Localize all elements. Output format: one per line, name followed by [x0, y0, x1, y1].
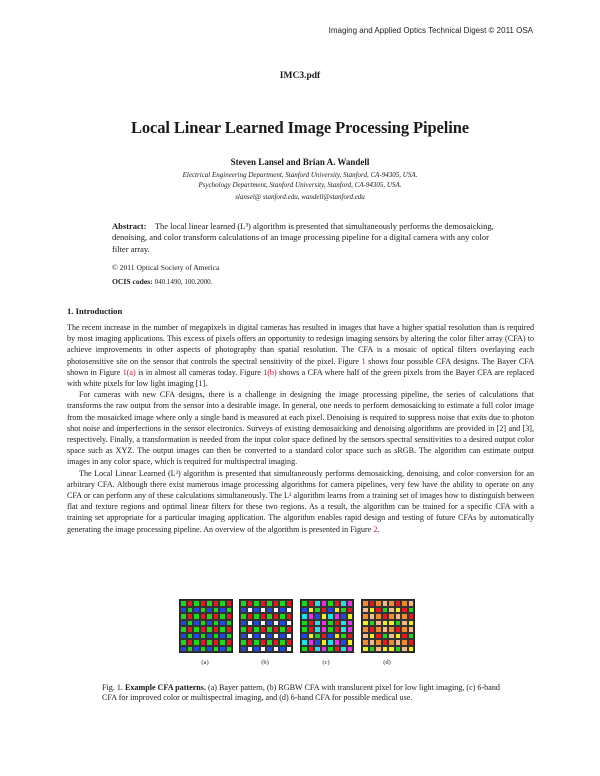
ocis-label: OCIS codes:	[112, 277, 153, 286]
cfa-label-d: (d)	[383, 659, 391, 666]
abstract	[112, 221, 504, 255]
cfa-6band-color	[300, 599, 354, 653]
ocis-line	[112, 277, 212, 286]
para1-text-a: The recent increase in the number of megapixels in digital cameras has resulted in images that have a higher spatial resolution than is required by most imaging applications. This excess of pixels offers an opportunity to redesign imaging sensors by altering the color filter array (CFA) to achieve improvements in other aspects of photography than spatial resolution. The CFA is a mosaic of optical filters overlaying each photosensitive site on the sensor that controls the spectral sensitivity of the pixel. Figure	[67, 323, 534, 366]
authors: Steven Lansel and Brian A. Wandell	[230, 157, 370, 167]
affiliation-psych: Psychology Department, Stanford University, Stanford, CA-94305, USA.	[198, 181, 402, 189]
affiliation-ee: Electrical Engineering Department, Stanford University, Stanford, CA-94305, USA.	[182, 171, 418, 179]
caption-text: (a) Bayer pattern, (b) RGBW CFA with translucent pixel for low light imaging, (c) 6-band CFA for improved color or multispectral imaging, and (d) 6-band CFA for possible medical use.	[102, 683, 500, 703]
figure-1b-link[interactable]: 1(b)	[263, 367, 277, 377]
figure-caption	[102, 683, 506, 704]
running-header: Imaging and Applied Optics Technical Digest © 2011 OSA	[328, 26, 533, 35]
paper-title: Local Linear Learned Image Processing Pipeline	[130, 118, 470, 137]
paper-id: IMC3.pdf	[279, 71, 321, 81]
para1-text-b: shows four possible CFA designs. The Bayer CFA shown in Figure	[67, 356, 534, 377]
figure-1-link[interactable]: 1	[361, 356, 366, 366]
caption-title: Example CFA patterns.	[124, 683, 206, 692]
figure-2-link[interactable]: 2	[373, 524, 378, 534]
paragraph-3	[67, 468, 534, 535]
para1-text-c: is in almost all cameras today. Figure	[135, 367, 264, 377]
cfa-pixel	[347, 646, 354, 653]
figure-1a-link[interactable]: 1(a)	[122, 367, 136, 377]
cfa-label-c: (c)	[322, 659, 330, 666]
cfa-pixel	[226, 646, 233, 653]
cfa-figure	[179, 599, 419, 655]
paragraph-1	[67, 322, 534, 389]
cfa-rgbw	[239, 599, 293, 653]
para3-end: .	[377, 524, 380, 534]
abstract-text: The local linear learned (L³) algorithm is presented that simultaneously performs the demosaicking, denoising, and color transform calculations of an image processing pipeline for a digital camera with any color filter array.	[112, 221, 494, 254]
cfa-pixel	[286, 646, 293, 653]
paragraph-2: For cameras with new CFA designs, there is a challenge in designing the image processing pipeline, the series of calculations that transforms the raw output from the sensor into a desirable image. In general, one needs to perform demosaicking to estimate a full color image from the mosaicked image where only a single band is measured at each pixel. Denoising is required to suppress noise that exits due to photon shot noise and imperfections in the sensor electronics. Surveys of existing demosaicking and denoising algorithms are provided in [2] and [3], respectively. Finally, a transformation is needed from the input color space defined by the sensors spectral sensitivities to a desired output color space such as XYZ. The output images can then be converted to a standard color space such as sRGB. The algorithm can estimate output images in any color space, which is required for multispectral imaging.	[67, 390, 534, 467]
caption-prefix: Fig. 1.	[102, 683, 123, 692]
introduction-body	[67, 322, 534, 535]
cfa-label-a: (a)	[201, 659, 209, 666]
abstract-label: Abstract:	[112, 221, 147, 231]
cfa-label-b: (b)	[261, 659, 269, 666]
para3-text: The Local Linear Learned (L³) algorithm is presented that simultaneously performs demosaicking, denoising, and color conversion for an arbitrary CFA. Although there exist numerous image processing algorithms for camera pipelines, very few have the ability to operate on any CFA or can perform any of these calculations simultaneously. The L³ algorithm learns from a training set of images how to distinguish between flat and texture regions and optimal linear filters for these two regions. As a result, the algorithm can be trained for a specific CFA with a training set appropriate for a particular imaging application. The algorithm enables rapid design and testing of future CFAs by automatically generating the image processing pipeline. An overview of the algorithm is presented in Figure	[67, 468, 534, 534]
section-heading: 1. Introduction	[67, 306, 123, 316]
para1-text-d: shows a CFA where half of the green pixels from the Bayer CFA are replaced with white pixels for low light imaging [1].	[67, 367, 534, 389]
cfa-6band-medical	[361, 599, 415, 653]
cfa-bayer	[179, 599, 233, 653]
author-emails: slansel@ stanford.edu, wandell@stanford.edu	[235, 193, 365, 201]
copyright: © 2011 Optical Society of America	[112, 263, 220, 272]
cfa-pixel	[408, 646, 415, 653]
ocis-codes: 040.1490, 100.2000.	[154, 278, 213, 286]
